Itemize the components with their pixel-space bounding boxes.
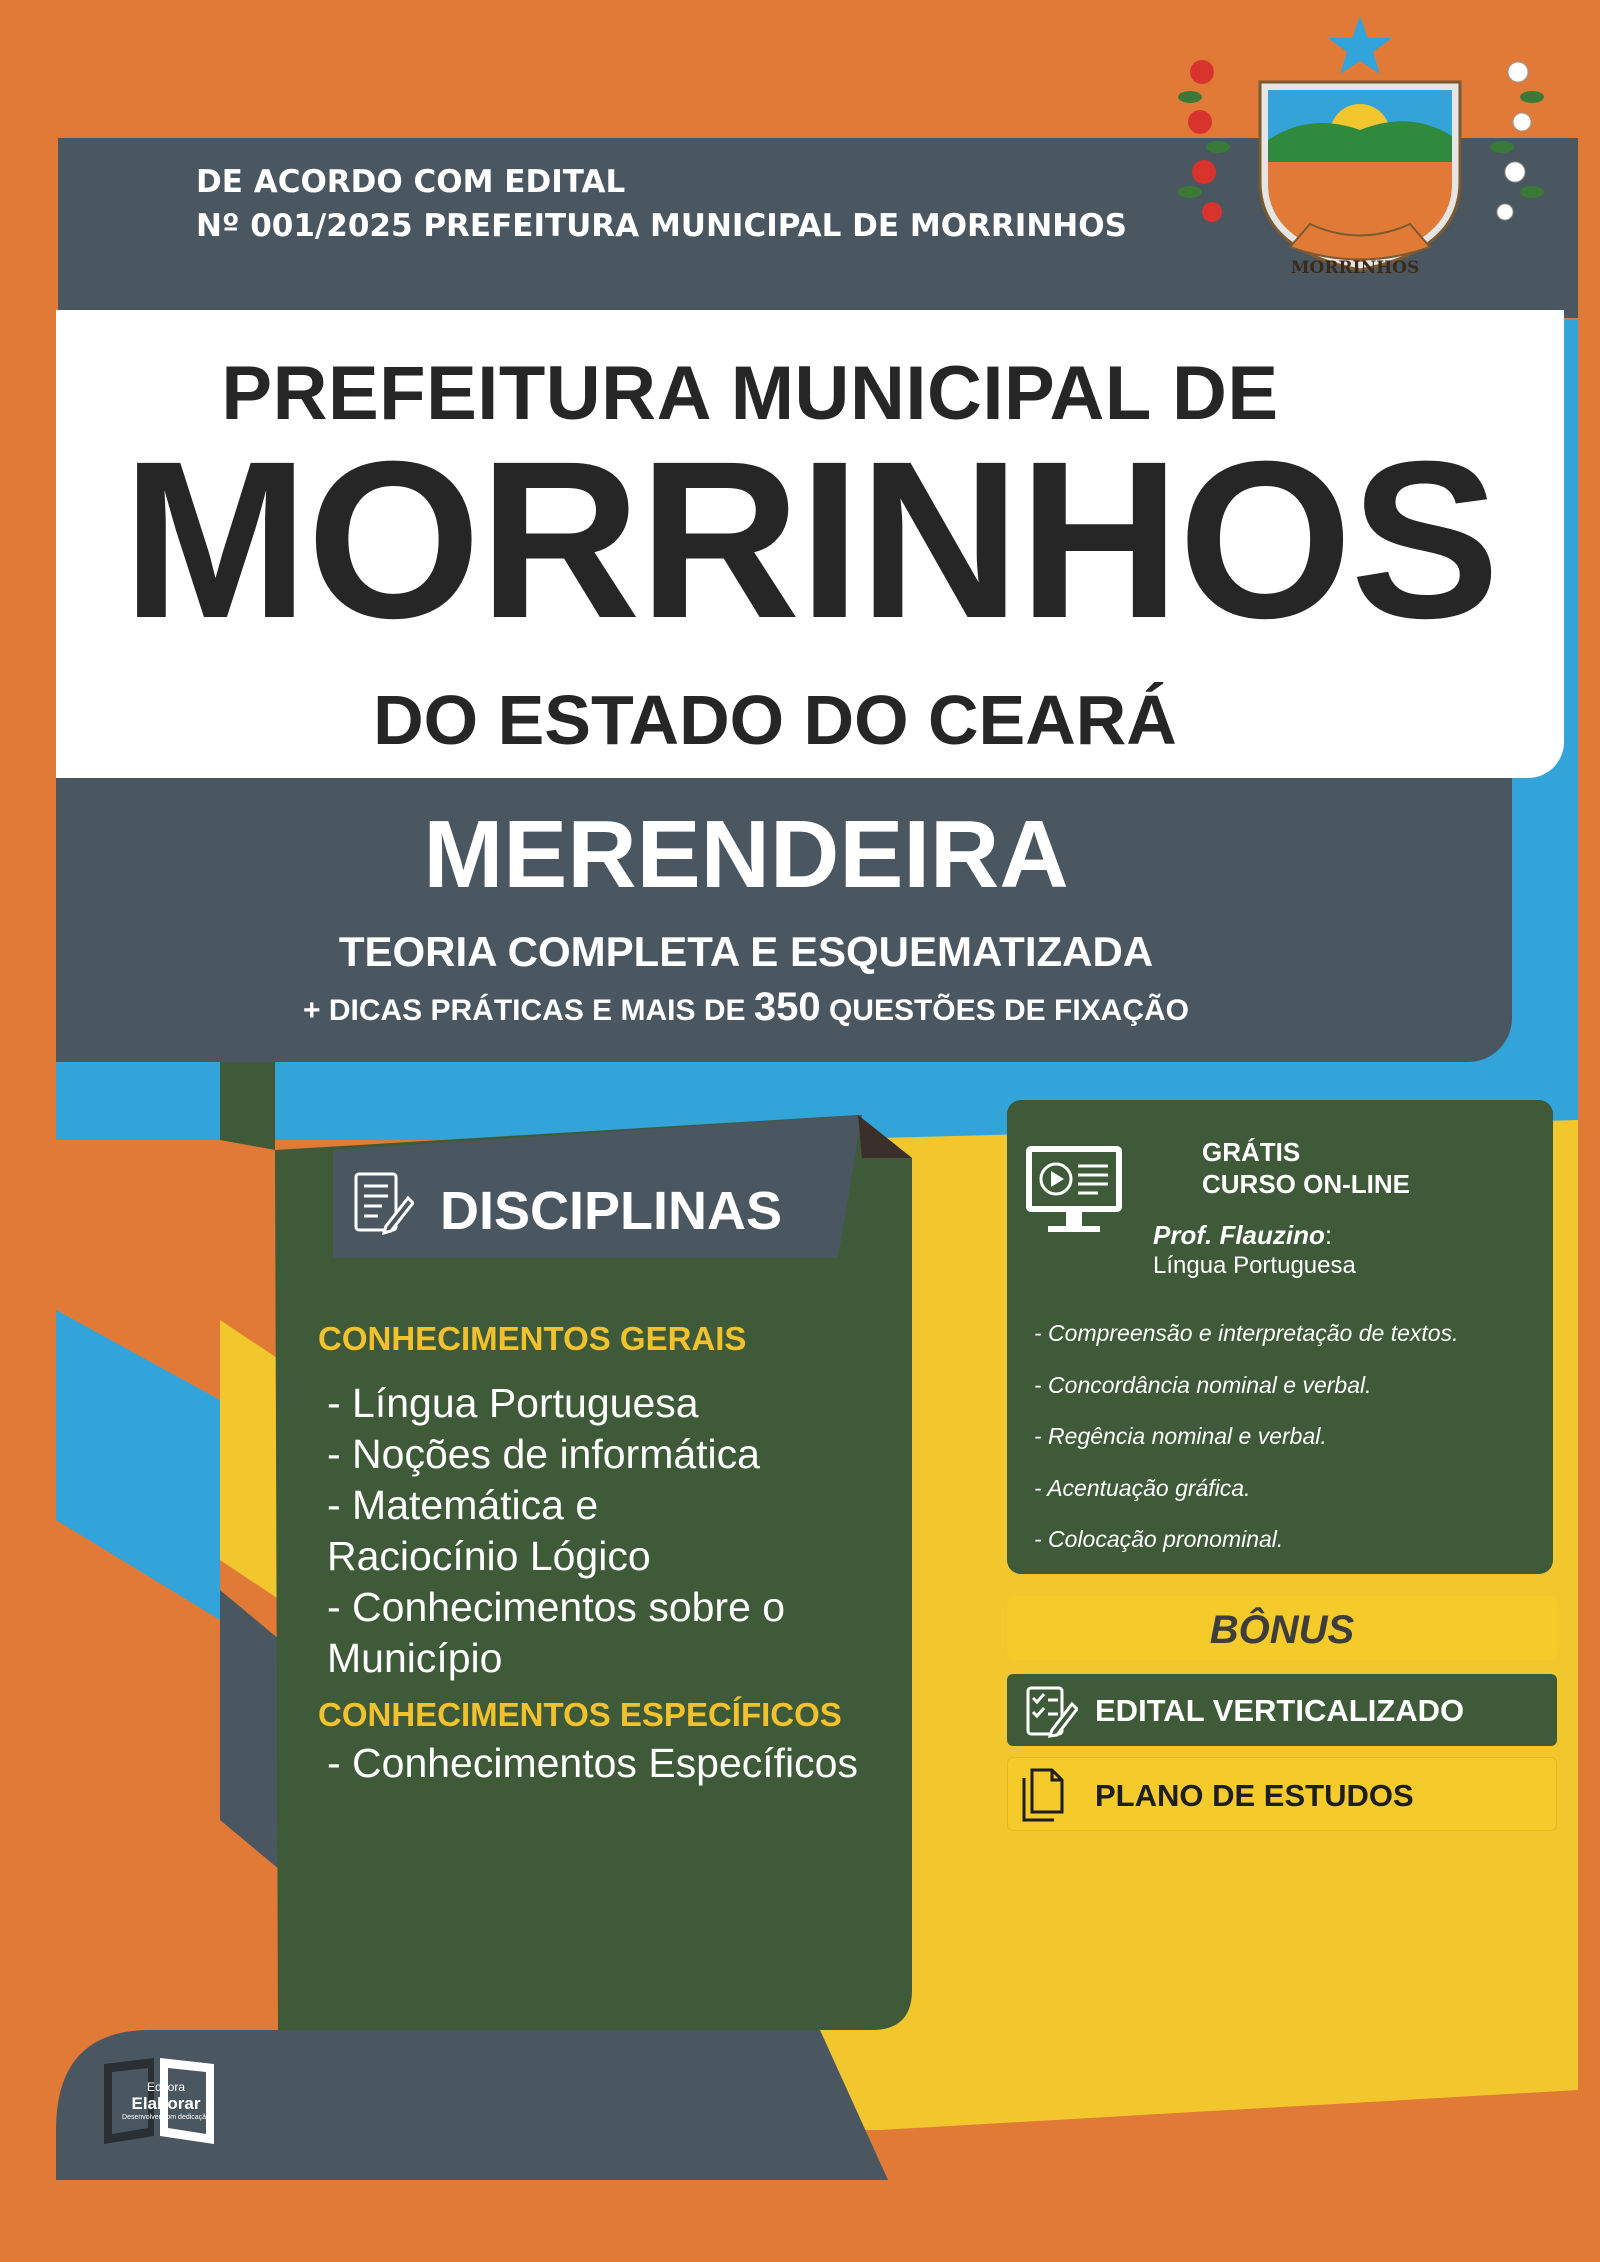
professor-colon: : <box>1324 1220 1333 1250</box>
edital-line-2: Nº 001/2025 PREFEITURA MUNICIPAL DE MORRINHOS <box>196 208 1127 244</box>
professor-name-text: Prof. Flauzino <box>1153 1220 1325 1250</box>
job-extra-number: 350 <box>753 985 821 1029</box>
title-city: MORRINHOS <box>122 415 1498 665</box>
yellow-diag-left <box>220 1320 280 1600</box>
course-topics <box>1034 1308 1458 1566</box>
job-extra-suffix: QUESTÕES DE FIXAÇÃO <box>820 994 1190 1027</box>
list-item: - Matemática e <box>327 1482 599 1528</box>
professor-subject: Língua Portuguesa <box>1153 1252 1356 1279</box>
especificos-list <box>327 1738 887 1789</box>
topic-item: - Compreensão e interpretação de textos. <box>1034 1320 1459 1346</box>
especificos-heading: CONHECIMENTOS ESPECÍFICOS <box>318 1696 842 1733</box>
blue-diag-left-2 <box>56 1310 220 1620</box>
list-item: Raciocínio Lógico <box>327 1533 651 1579</box>
list-item: - Noções de informática <box>327 1431 760 1477</box>
list-item: - Conhecimentos Específicos <box>327 1740 858 1786</box>
slate-diag-left <box>220 1590 280 1870</box>
title-prefeitura: PREFEITURA MUNICIPAL DE <box>221 351 1279 436</box>
bonus-title: BÔNUS <box>1209 1608 1355 1652</box>
disciplinas-title: DISCIPLINAS <box>440 1181 783 1241</box>
topic-item: - Acentuação gráfica. <box>1034 1474 1251 1501</box>
bonus-item-edital-label: EDITAL VERTICALIZADO <box>1095 1693 1465 1728</box>
topic-item: - Regência nominal e verbal. <box>1034 1423 1327 1449</box>
publisher-name <box>96 2080 236 2121</box>
video-lesson-icon <box>1022 1142 1126 1242</box>
course-label-line-1: GRÁTIS <box>1202 1137 1301 1167</box>
course-label <box>1202 1136 1410 1200</box>
publisher-line-2: Elaborar <box>131 2094 201 2113</box>
publisher-tagline: Desenvolver com dedicação <box>122 2114 210 2121</box>
bonus-item-plano-label: PLANO DE ESTUDOS <box>1095 1778 1414 1813</box>
checklist-icon <box>1022 1684 1078 1738</box>
topic-item: - Concordância nominal e verbal. <box>1034 1371 1372 1398</box>
municipal-crest-icon <box>1160 12 1560 297</box>
orange-diag-left <box>56 1140 220 1320</box>
gerais-list <box>327 1378 887 1684</box>
document-edit-icon <box>352 1170 414 1240</box>
documents-icon <box>1020 1766 1066 1824</box>
course-label-line-2: CURSO ON-LINE <box>1202 1169 1410 1199</box>
topic-item: - Colocação pronominal. <box>1034 1526 1284 1552</box>
professor-name <box>1153 1220 1332 1251</box>
job-extra-prefix: + DICAS PRÁTICAS E MAIS DE <box>302 994 754 1027</box>
gerais-heading: CONHECIMENTOS GERAIS <box>318 1320 747 1357</box>
edital-notice <box>196 160 1127 248</box>
crest-banner-label: MORRINHOS <box>1290 258 1420 278</box>
job-title: MERENDEIRA <box>423 801 1069 908</box>
list-item: - Língua Portuguesa <box>327 1380 699 1426</box>
list-item: - Conhecimentos sobre o <box>327 1584 786 1630</box>
list-item: Município <box>327 1635 503 1681</box>
job-extra <box>56 985 1576 1030</box>
job-subtitle: TEORIA COMPLETA E ESQUEMATIZADA <box>338 928 1154 975</box>
edital-line-1: DE ACORDO COM EDITAL <box>196 164 626 200</box>
title-state: DO ESTADO DO CEARÁ <box>373 681 1177 759</box>
publisher-line-1: Editora <box>146 2080 186 2094</box>
